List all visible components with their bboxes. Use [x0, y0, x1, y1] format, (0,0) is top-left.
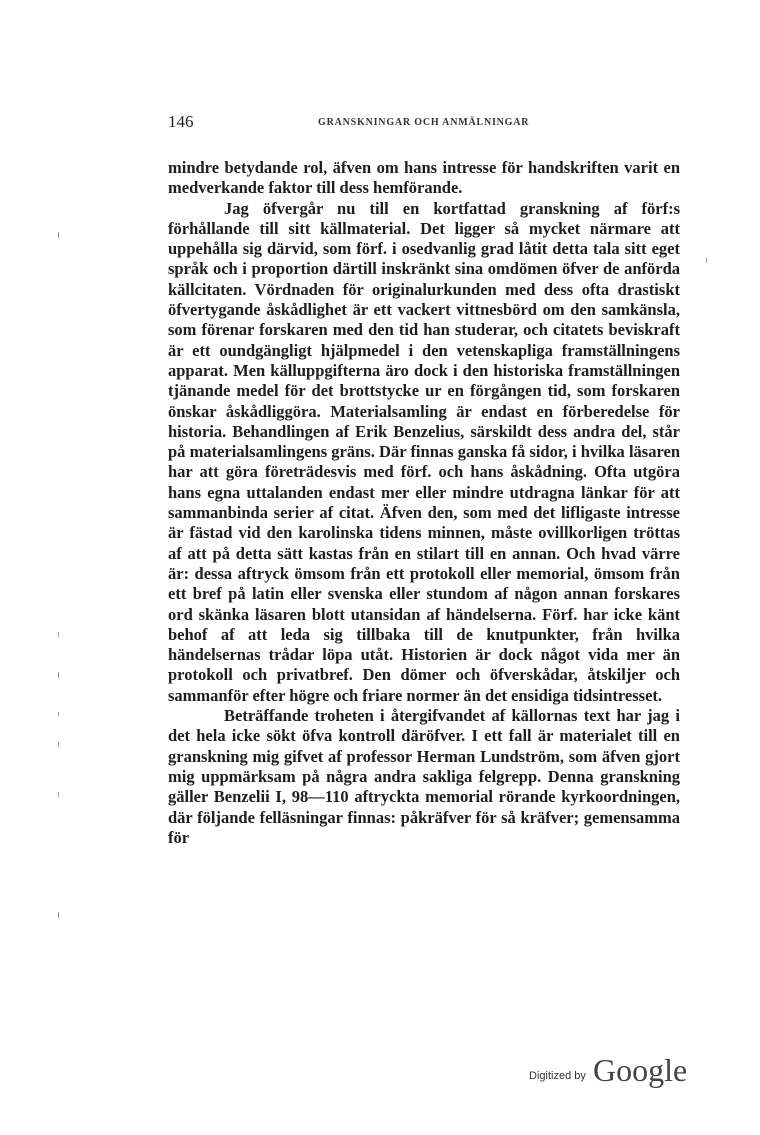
paragraph-1: mindre betydande rol, äfven om hans intresse för handskriften varit en medverkande faktor till dess hemförande. [168, 158, 680, 198]
scan-speck [58, 672, 59, 678]
scan-speck [58, 742, 59, 747]
running-head: GRANSKNINGAR OCH ANMÄLNINGAR [318, 117, 530, 128]
scan-speck [58, 912, 59, 918]
google-logo: Google [593, 1052, 688, 1088]
page-header [168, 112, 680, 134]
scan-speck [706, 258, 707, 263]
digitized-watermark [529, 1052, 689, 1092]
page-number: 146 [168, 112, 194, 131]
paragraph-3: Beträffande troheten i återgifvandet af källornas text har jag i det hela icke sökt öfva kontroll däröfver. I ett fall är materialet till en granskning mig gifvet af professor Herman Lundström, som äfven gjort mig uppmärksam på några andra sakliga felgrepp. Denna granskning gäller Benzelii I, 98—110 aftryckta memorial rörande kyrkoordningen, där följande felläsningar finnas: påkräfver för så kräfver; gemensamma för [168, 706, 680, 847]
scan-speck [58, 792, 59, 797]
body-text [168, 158, 680, 848]
scan-speck [58, 632, 59, 637]
scan-speck [58, 712, 59, 716]
scan-speck [58, 232, 59, 238]
watermark-prefix: Digitized by [529, 1070, 586, 1082]
paragraph-2: Jag öfvergår nu till en kortfattad granskning af förf:s förhållande till sitt källmaterial. Det ligger så mycket närmare att uppehålla sig därvid, som förf. i osedvanlig grad låtit detta tala sitt eget språk och i proportion därtill inskränkt sina omdömen öfver de anförda källcitaten. Vördnaden för originalurkunden med dess ofta drastiskt öfvertygande åskådlighet är ett vackert vittnesbörd om den samkänsla, som förenar forskaren med den tid han studerar, och citatets beviskraft är ett oundgängligt hjälpmedel i den vetenskapliga framställningens apparat. Men källuppgifterna äro dock i den historiska framställningen tjänande medel för det brottstycke ur en förgången tid, som forskaren önskar åskådliggöra. Materialsamling är endast en förberedelse för historia. Behandlingen af Erik Benzelius, särskildt dess andra del, står på materialsamlingens gräns. Där finnas ganska få sidor, i hvilka läsaren har att göra företrädesvis med förf. och hans åskådning. Ofta utgöra hans egna uttalanden endast mer eller mindre utdragna länkar för att sammanbinda serier af citat. Äfven den, som med det lifligaste intresse är fästad vid den karolinska tidens minnen, måste ovillkorligen tröttas af att på detta sätt kastas från en stilart till en annan. Och hvad värre är: dessa aftryck ömsom från ett protokoll eller memorial, ömsom från ett bref på latin eller svenska eller stundom af någon annan forskares ord skänka läsaren blott utansidan af händelserna. Förf. har icke känt behof af att leda sig tillbaka till de knutpunkter, från hvilka händelsernas trådar löpa utåt. Historien är dock något vida mer än protokoll och privatbref. Den dömer och öfverskådar, åtskiljer och sammanför efter högre och friare normer än det ensidiga tidsintresset. [168, 198, 680, 705]
